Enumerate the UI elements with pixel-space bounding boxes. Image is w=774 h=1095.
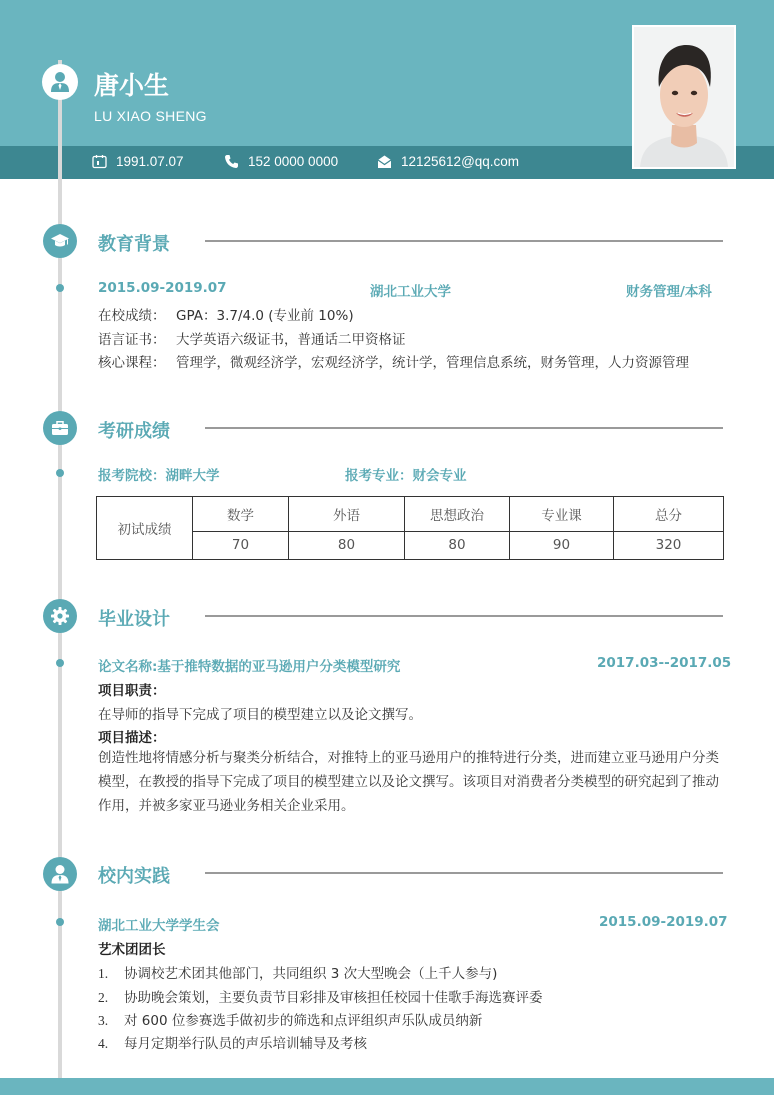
section-divider — [205, 615, 723, 617]
section-title-education: 教育背景 — [98, 234, 170, 255]
birthday-item — [92, 154, 184, 169]
gear-icon — [50, 606, 70, 626]
list-item — [98, 1009, 482, 1029]
section-title-exam: 考研成绩 — [98, 421, 170, 442]
list-item-text: 协调校艺术团其他部门，共同组织 3 次大型晚会（上千人参与) — [124, 966, 498, 982]
calendar-icon — [92, 154, 107, 169]
education-major: 财务管理/本科 — [626, 284, 712, 300]
course-value: 管理学，微观经济学，宏观经济学，统计学，管理信息系统，财务管理，人力资源管理 — [176, 355, 689, 371]
score-major: 90 — [510, 531, 614, 559]
briefcase-icon — [50, 418, 70, 438]
score-header-politics: 思想政治 — [405, 497, 510, 532]
education-school: 湖北工业大学 — [370, 284, 451, 300]
score-total: 320 — [614, 531, 724, 559]
graduation-cap-icon — [50, 231, 70, 251]
resume-name-pinyin: LU XIAO SHENG — [94, 108, 207, 124]
score-english: 80 — [289, 531, 405, 559]
person-icon — [50, 864, 70, 884]
gpa-value: GPA：3.7/4.0 (专业前 10%) — [176, 308, 354, 324]
list-item-text: 协助晚会策划，主要负责节目彩排及审核担任校园十佳歌手海选赛评委 — [124, 990, 543, 1006]
timeline-line — [58, 60, 62, 1080]
list-item — [98, 986, 543, 1006]
score-header-english: 外语 — [289, 497, 405, 532]
thesis-duty-text: 在导师的指导下完成了项目的模型建立以及论文撰写。 — [98, 707, 422, 723]
list-item-number: 2. — [98, 990, 109, 1005]
score-header-total: 总分 — [614, 497, 724, 532]
header-person-badge — [42, 64, 78, 100]
cert-label: 语言证书： — [98, 332, 166, 348]
thesis-duty-label: 项目职责： — [98, 683, 166, 699]
phone-text: 152 0000 0000 — [248, 154, 339, 169]
list-item-text: 对 600 位参赛选手做初步的筛选和点评组织声乐队成员纳新 — [124, 1013, 483, 1029]
portrait-image — [634, 27, 734, 167]
course-row — [98, 351, 689, 371]
timeline-dot — [56, 918, 64, 926]
score-row-label: 初试成绩 — [97, 497, 193, 560]
thesis-section-badge — [43, 599, 77, 633]
campus-period: 2015.09-2019.07 — [599, 914, 728, 930]
list-item-text: 每月定期举行队员的声乐培训辅导及考核 — [124, 1036, 367, 1052]
section-divider — [205, 872, 723, 874]
timeline-dot — [56, 469, 64, 477]
list-item-number: 1. — [98, 966, 109, 981]
section-divider — [205, 240, 723, 242]
footer-bar — [0, 1078, 774, 1095]
phone-item — [224, 154, 338, 169]
score-header-math: 数学 — [193, 497, 289, 532]
birthday-text: 1991.07.07 — [116, 154, 184, 169]
mail-icon — [377, 154, 392, 169]
thesis-name: 论文名称:基于推特数据的亚马逊用户分类模型研究 — [98, 659, 401, 675]
list-item-number: 3. — [98, 1013, 109, 1028]
education-section-badge — [43, 224, 77, 258]
email-item — [377, 154, 519, 169]
campus-org: 湖北工业大学学生会 — [98, 918, 220, 934]
score-math: 70 — [193, 531, 289, 559]
cert-row — [98, 328, 406, 348]
section-title-campus: 校内实践 — [98, 866, 170, 887]
thesis-period: 2017.03--2017.05 — [597, 655, 732, 671]
course-label: 核心课程： — [98, 355, 166, 371]
timeline-dot — [56, 284, 64, 292]
profile-photo — [632, 25, 736, 169]
exam-major: 报考专业：财会专业 — [345, 468, 467, 484]
campus-role: 艺术团团长 — [98, 942, 166, 958]
section-title-thesis: 毕业设计 — [98, 609, 170, 630]
phone-icon — [224, 154, 239, 169]
exam-school: 报考院校：湖畔大学 — [98, 468, 220, 484]
resume-name: 唐小生 — [94, 71, 170, 100]
email-text: 12125612@qq.com — [401, 154, 520, 169]
score-table — [96, 496, 724, 560]
list-item — [98, 962, 497, 982]
score-politics: 80 — [405, 531, 510, 559]
campus-section-badge — [43, 857, 77, 891]
person-icon — [50, 71, 70, 93]
section-divider — [205, 427, 723, 429]
thesis-desc-label: 项目描述： — [98, 730, 166, 746]
gpa-row — [98, 304, 354, 324]
cert-value: 大学英语六级证书，普通话二甲资格证 — [176, 332, 406, 348]
education-period: 2015.09-2019.07 — [98, 280, 227, 296]
timeline-dot — [56, 659, 64, 667]
score-header-major: 专业课 — [510, 497, 614, 532]
exam-section-badge — [43, 411, 77, 445]
gpa-label: 在校成绩： — [98, 308, 166, 324]
list-item — [98, 1032, 367, 1052]
thesis-desc-text: 创造性地将情感分析与聚类分析结合，对推特上的亚马逊用户的推特进行分类，进而建立亚马逊用户分类模型，在教授的指导下完成了项目的模型建立以及论文撰写。该项目对消费者分类模型的研究起到了推动作用，并被多家亚马逊业务相关企业采用。 — [98, 750, 719, 814]
list-item-number: 4. — [98, 1036, 109, 1051]
